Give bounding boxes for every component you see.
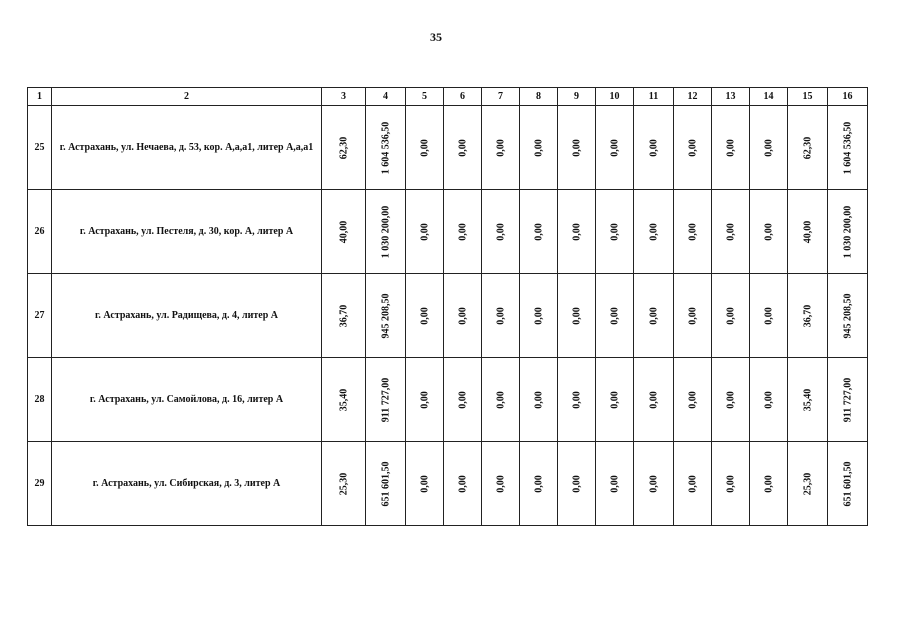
value-cell (674, 274, 712, 358)
value-text: 0,00 (495, 306, 506, 325)
area-value: 25,30 (338, 472, 349, 495)
column-header: 12 (674, 88, 712, 106)
value-text: 0,00 (725, 306, 736, 325)
value-text: 0,00 (763, 390, 774, 409)
page-number: 35 (430, 30, 442, 44)
area-cell (322, 190, 366, 274)
cost-total-cell (828, 358, 868, 442)
column-header: 15 (788, 88, 828, 106)
value-cell (482, 274, 520, 358)
value-cell (596, 106, 634, 190)
value-cell (750, 106, 788, 190)
value-cell (634, 358, 674, 442)
column-header: 4 (366, 88, 406, 106)
area-total-value: 40,00 (802, 220, 813, 243)
area-value: 36,70 (338, 304, 349, 327)
cost-total-cell (828, 274, 868, 358)
value-text: 0,00 (457, 222, 468, 241)
value-cell (750, 274, 788, 358)
value-cell (634, 190, 674, 274)
value-text: 0,00 (495, 138, 506, 157)
value-cell (520, 442, 558, 526)
area-total-cell (788, 274, 828, 358)
value-text: 0,00 (725, 390, 736, 409)
column-header: 2 (52, 88, 322, 106)
value-cell (750, 190, 788, 274)
area-total-value: 25,30 (802, 472, 813, 495)
column-header: 8 (520, 88, 558, 106)
value-cell (406, 106, 444, 190)
column-header: 7 (482, 88, 520, 106)
value-text: 0,00 (763, 138, 774, 157)
value-text: 0,00 (533, 390, 544, 409)
cost-cell (366, 190, 406, 274)
value-cell (596, 442, 634, 526)
value-text: 0,00 (609, 222, 620, 241)
cost-total-value: 1 604 536,50 (842, 121, 853, 174)
address-cell: г. Астрахань, ул. Нечаева, д. 53, кор. А,а,а1, литер А,а,а1 (52, 106, 322, 190)
value-text: 0,00 (571, 390, 582, 409)
column-header: 10 (596, 88, 634, 106)
cost-cell (366, 358, 406, 442)
cost-value: 911 727,00 (380, 377, 391, 422)
value-text: 0,00 (725, 474, 736, 493)
value-text: 0,00 (533, 306, 544, 325)
cost-cell (366, 274, 406, 358)
value-cell (712, 190, 750, 274)
value-text: 0,00 (495, 222, 506, 241)
value-cell (674, 442, 712, 526)
value-cell (674, 190, 712, 274)
row-number: 26 (28, 190, 52, 274)
value-cell (558, 442, 596, 526)
value-cell (596, 358, 634, 442)
value-text: 0,00 (609, 474, 620, 493)
address-cell: г. Астрахань, ул. Сибирская, д. 3, литер А (52, 442, 322, 526)
value-cell (712, 106, 750, 190)
cost-total-cell (828, 190, 868, 274)
table-row (28, 358, 868, 442)
value-text: 0,00 (648, 306, 659, 325)
value-text: 0,00 (725, 138, 736, 157)
cost-total-value: 945 208,50 (842, 293, 853, 338)
value-cell (444, 274, 482, 358)
value-cell (520, 274, 558, 358)
value-cell (482, 442, 520, 526)
area-cell (322, 358, 366, 442)
value-cell (596, 190, 634, 274)
value-text: 0,00 (533, 474, 544, 493)
value-cell (558, 190, 596, 274)
cost-total-cell (828, 442, 868, 526)
value-cell (558, 274, 596, 358)
value-cell (596, 274, 634, 358)
value-text: 0,00 (419, 474, 430, 493)
cost-value: 651 601,50 (380, 461, 391, 506)
area-total-value: 62,30 (802, 136, 813, 159)
cost-total-cell (828, 106, 868, 190)
column-header: 16 (828, 88, 868, 106)
address-cell: г. Астрахань, ул. Самойлова, д. 16, литер А (52, 358, 322, 442)
value-cell (406, 274, 444, 358)
area-total-value: 35,40 (802, 388, 813, 411)
column-header: 5 (406, 88, 444, 106)
table-row (28, 106, 868, 190)
value-cell (674, 358, 712, 442)
value-text: 0,00 (533, 222, 544, 241)
area-cell (322, 274, 366, 358)
data-table (27, 87, 868, 526)
value-cell (520, 106, 558, 190)
value-text: 0,00 (763, 222, 774, 241)
value-text: 0,00 (457, 306, 468, 325)
value-text: 0,00 (648, 390, 659, 409)
area-cell (322, 442, 366, 526)
value-cell (444, 190, 482, 274)
value-text: 0,00 (687, 306, 698, 325)
table-row (28, 442, 868, 526)
value-text: 0,00 (457, 138, 468, 157)
value-cell (482, 358, 520, 442)
area-total-value: 36,70 (802, 304, 813, 327)
value-text: 0,00 (457, 390, 468, 409)
value-cell (712, 358, 750, 442)
value-text: 0,00 (609, 390, 620, 409)
cost-value: 945 208,50 (380, 293, 391, 338)
value-text: 0,00 (571, 138, 582, 157)
value-cell (520, 190, 558, 274)
cost-value: 1 030 200,00 (380, 205, 391, 258)
column-header: 14 (750, 88, 788, 106)
value-cell (406, 358, 444, 442)
area-total-cell (788, 358, 828, 442)
value-text: 0,00 (687, 222, 698, 241)
column-header: 9 (558, 88, 596, 106)
value-text: 0,00 (648, 138, 659, 157)
column-header: 3 (322, 88, 366, 106)
area-total-cell (788, 190, 828, 274)
column-header: 11 (634, 88, 674, 106)
row-number: 28 (28, 358, 52, 442)
value-cell (750, 358, 788, 442)
value-text: 0,00 (687, 474, 698, 493)
address-cell: г. Астрахань, ул. Радищева, д. 4, литер А (52, 274, 322, 358)
value-cell (482, 190, 520, 274)
column-header: 13 (712, 88, 750, 106)
value-cell (520, 358, 558, 442)
cost-total-value: 911 727,00 (842, 377, 853, 422)
value-text: 0,00 (457, 474, 468, 493)
cost-value: 1 604 536,50 (380, 121, 391, 174)
value-text: 0,00 (687, 390, 698, 409)
value-cell (634, 274, 674, 358)
value-cell (712, 274, 750, 358)
value-cell (558, 106, 596, 190)
value-text: 0,00 (419, 138, 430, 157)
value-text: 0,00 (419, 390, 430, 409)
value-cell (634, 442, 674, 526)
area-total-cell (788, 106, 828, 190)
row-number: 29 (28, 442, 52, 526)
row-number: 25 (28, 106, 52, 190)
value-cell (712, 442, 750, 526)
cost-cell (366, 106, 406, 190)
value-cell (444, 442, 482, 526)
address-cell: г. Астрахань, ул. Пестеля, д. 30, кор. А, литер А (52, 190, 322, 274)
value-text: 0,00 (533, 138, 544, 157)
table-row (28, 190, 868, 274)
area-value: 40,00 (338, 220, 349, 243)
area-total-cell (788, 442, 828, 526)
value-text: 0,00 (648, 474, 659, 493)
row-number: 27 (28, 274, 52, 358)
value-cell (634, 106, 674, 190)
value-cell (750, 442, 788, 526)
column-header: 1 (28, 88, 52, 106)
cost-cell (366, 442, 406, 526)
table-header-row (28, 88, 868, 106)
value-cell (444, 106, 482, 190)
value-text: 0,00 (419, 306, 430, 325)
table-row (28, 274, 868, 358)
value-text: 0,00 (609, 138, 620, 157)
cost-total-value: 651 601,50 (842, 461, 853, 506)
value-cell (482, 106, 520, 190)
value-text: 0,00 (725, 222, 736, 241)
value-cell (674, 106, 712, 190)
area-value: 35,40 (338, 388, 349, 411)
cost-total-value: 1 030 200,00 (842, 205, 853, 258)
value-text: 0,00 (687, 138, 698, 157)
value-text: 0,00 (571, 474, 582, 493)
value-text: 0,00 (571, 306, 582, 325)
area-value: 62,30 (338, 136, 349, 159)
value-text: 0,00 (648, 222, 659, 241)
value-cell (444, 358, 482, 442)
value-text: 0,00 (763, 474, 774, 493)
area-cell (322, 106, 366, 190)
value-text: 0,00 (763, 306, 774, 325)
value-cell (406, 190, 444, 274)
value-text: 0,00 (495, 390, 506, 409)
value-cell (406, 442, 444, 526)
value-text: 0,00 (571, 222, 582, 241)
value-text: 0,00 (419, 222, 430, 241)
value-text: 0,00 (609, 306, 620, 325)
value-cell (558, 358, 596, 442)
value-text: 0,00 (495, 474, 506, 493)
column-header: 6 (444, 88, 482, 106)
